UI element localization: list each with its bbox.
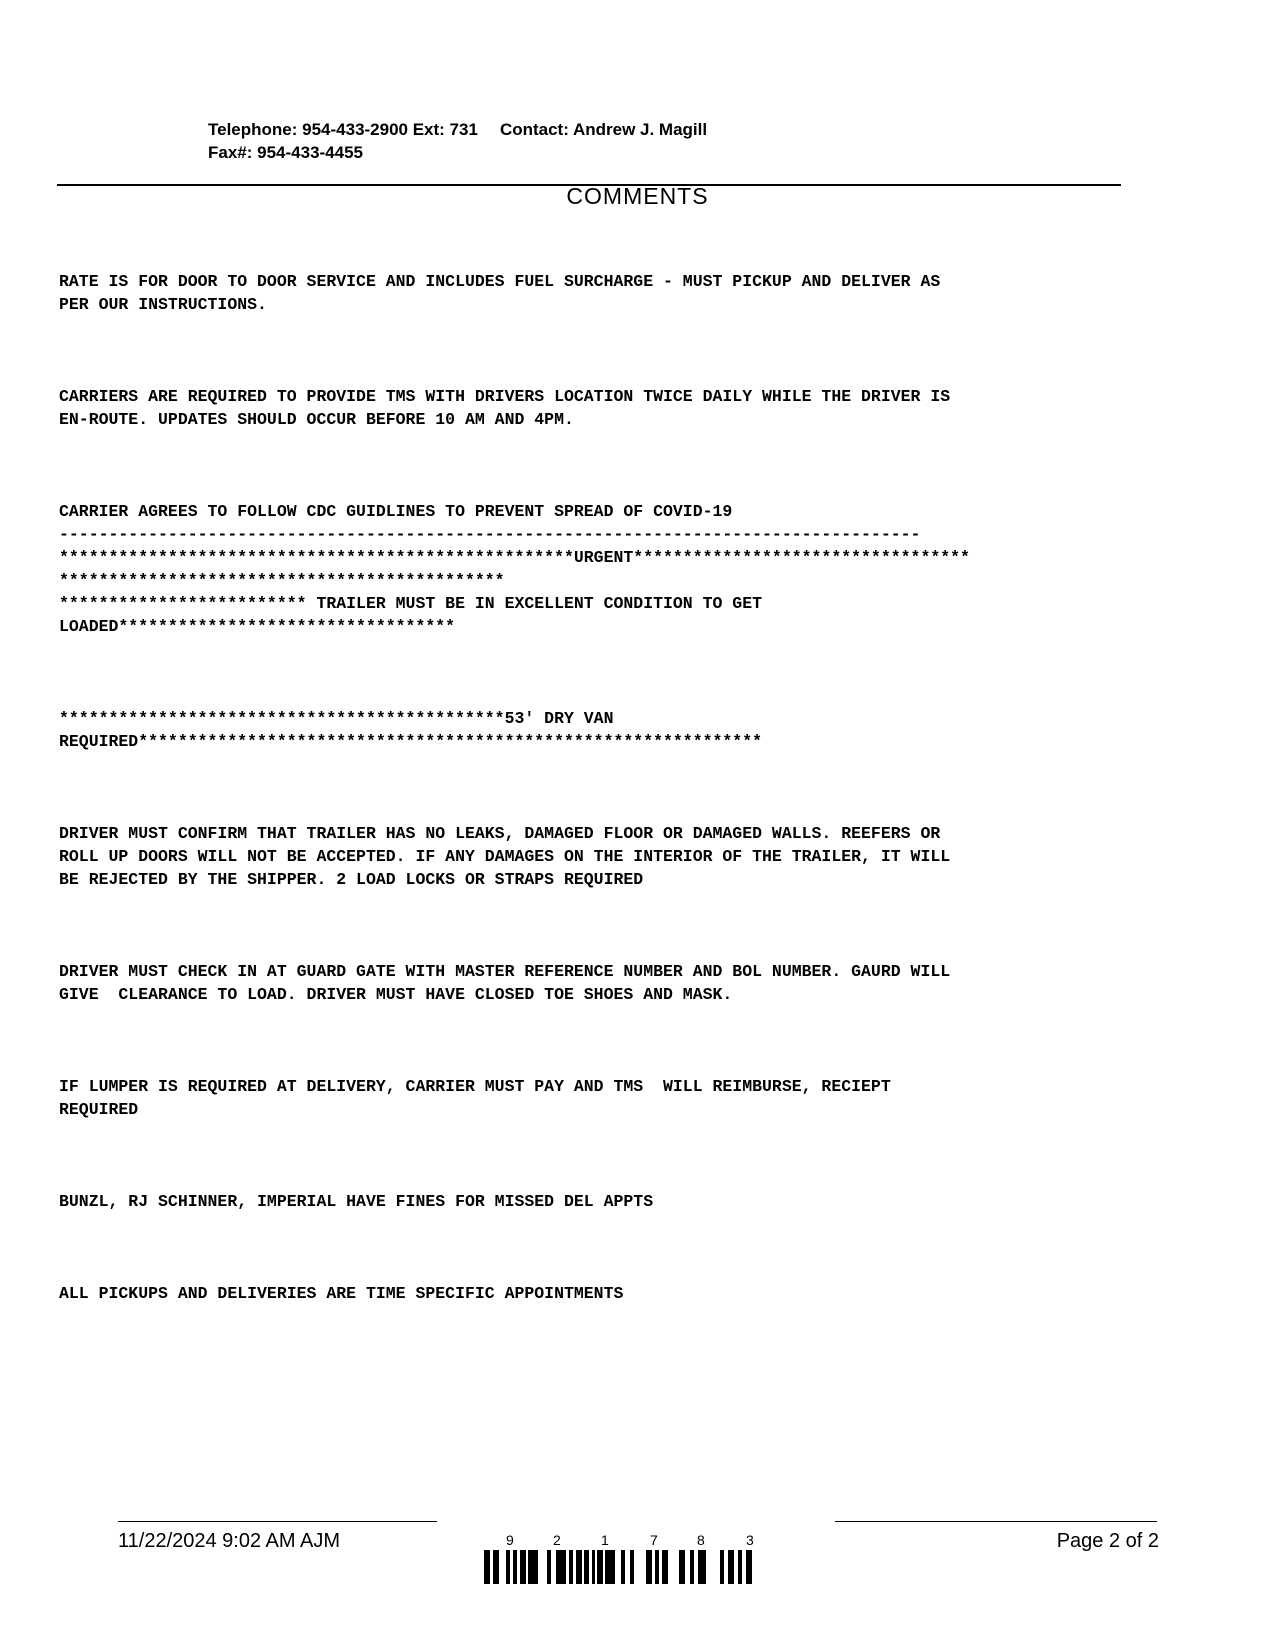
contact-name: Contact: Andrew J. Magill [499, 120, 708, 139]
comment-paragraph: DRIVER MUST CONFIRM THAT TRAILER HAS NO LEAKS, DAMAGED FLOOR OR DAMAGED WALLS. REEFERS OR ROLL UP DOORS WILL NOT BE ACCEPTED. IF ANY DAMAGES ON THE INTERIOR OF THE TRAILER, IT WILL BE REJECTED BY THE SHIPPER. 2 LOAD LOCKS OR STRAPS REQUIRED [59, 824, 951, 889]
comment-paragraph: ALL PICKUPS AND DELIVERIES ARE TIME SPECIFIC APPOINTMENTS [59, 1284, 624, 1303]
footer-left-rule [118, 1521, 437, 1522]
barcode-digit: 7 [650, 1532, 658, 1548]
comment-paragraph: BUNZL, RJ SCHINNER, IMPERIAL HAVE FINES FOR MISSED DEL APPTS [59, 1192, 654, 1211]
telephone: Telephone: 954-433-2900 Ext: 731 [208, 120, 478, 139]
comments-title: COMMENTS [566, 183, 709, 209]
fax: Fax#: 954-433-4455 [208, 143, 364, 162]
barcode-bars [484, 1550, 790, 1584]
comments-body [59, 224, 1269, 1328]
comment-paragraph: CARRIERS ARE REQUIRED TO PROVIDE TMS WITH DRIVERS LOCATION TWICE DAILY WHILE THE DRIVER IS EN-ROUTE. UPDATES SHOULD OCCUR BEFORE 10 AM AND 4PM. [59, 387, 951, 429]
barcode-digit: 2 [553, 1532, 561, 1548]
barcode-digit: 8 [697, 1532, 705, 1548]
barcode-digits [484, 1532, 790, 1548]
comment-paragraph: IF LUMPER IS REQUIRED AT DELIVERY, CARRIER MUST PAY AND TMS WILL REIMBURSE, RECIEPT REQUIRED [59, 1077, 891, 1119]
barcode [484, 1532, 790, 1584]
barcode-digit: 9 [506, 1532, 514, 1548]
comment-paragraph: CARRIER AGREES TO FOLLOW CDC GUIDLINES TO PREVENT SPREAD OF COVID-19 --------------------------------------------------------------------------------------- ****************************************************URGENT********************************** ********************************************* ************************* TRAILER MUST BE IN EXCELLENT CONDITION TO GET LOADED********************************** [59, 502, 970, 636]
footer-right-rule [835, 1521, 1157, 1522]
comment-paragraph: *********************************************53' DRY VAN REQUIRED*************************************************************** [59, 709, 763, 751]
contact-block [208, 118, 707, 164]
page-number: Page 2 of 2 [1056, 1530, 1159, 1552]
barcode-digit: 1 [601, 1532, 609, 1548]
comment-paragraph: RATE IS FOR DOOR TO DOOR SERVICE AND INCLUDES FUEL SURCHARGE - MUST PICKUP AND DELIVER AS PER OUR INSTRUCTIONS. [59, 272, 941, 314]
barcode-digit: 3 [746, 1532, 754, 1548]
print-timestamp: 11/22/2024 9:02 AM AJM [118, 1530, 341, 1552]
comment-paragraph: DRIVER MUST CHECK IN AT GUARD GATE WITH MASTER REFERENCE NUMBER AND BOL NUMBER. GAURD WILL GIVE CLEARANCE TO LOAD. DRIVER MUST HAVE CLOSED TOE SHOES AND MASK. [59, 962, 951, 1004]
phone-line [208, 118, 707, 141]
